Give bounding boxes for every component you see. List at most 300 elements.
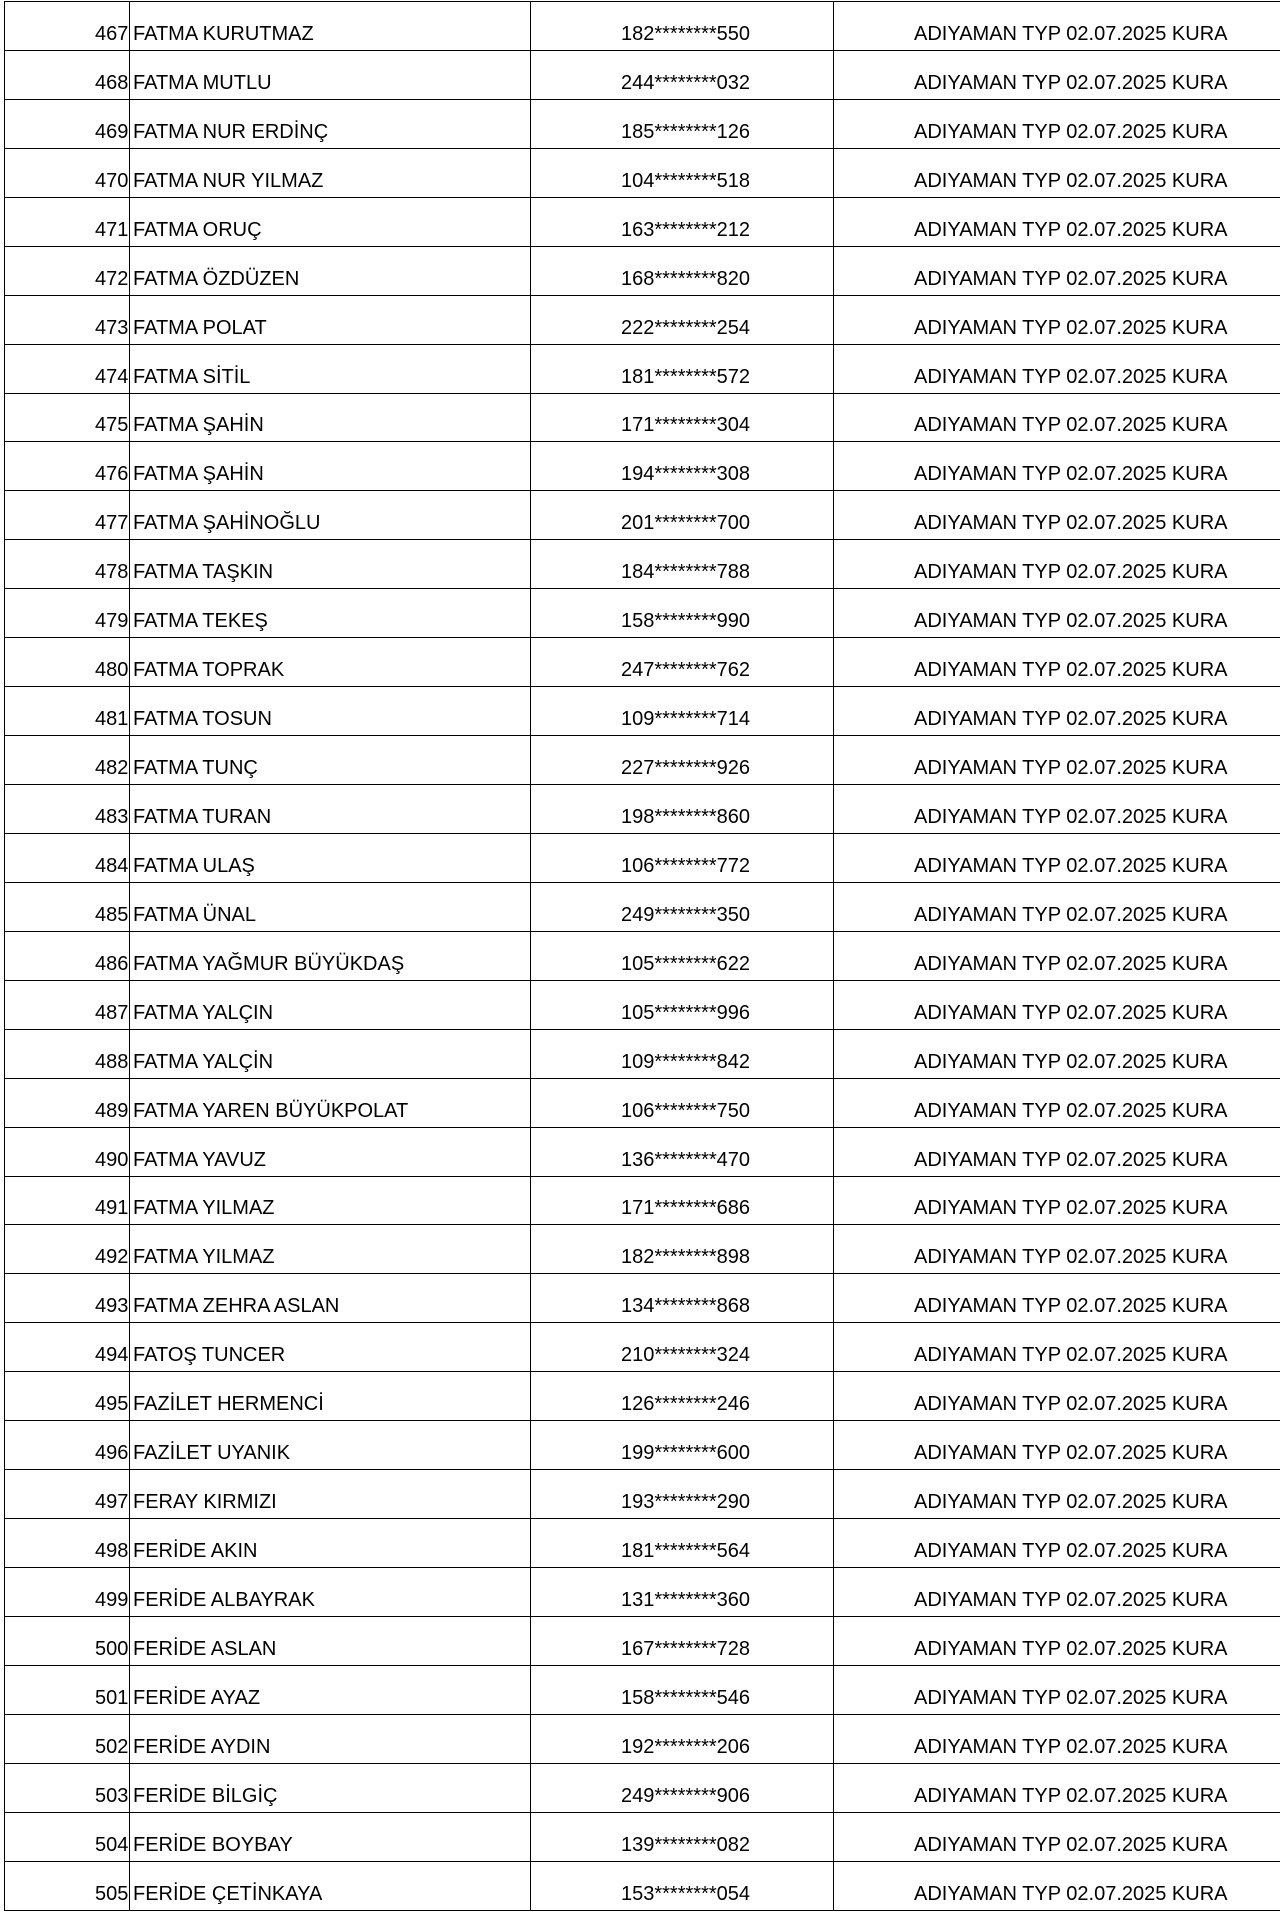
table-row [5, 99, 1280, 148]
full-name-cell [130, 540, 531, 589]
masked-id-number-cell [531, 687, 834, 736]
full-name-cell [130, 197, 531, 246]
masked-id-number: 105********622 [621, 952, 751, 975]
row-number: 469 [95, 120, 129, 143]
table-row [5, 687, 1280, 736]
masked-id-number-cell [531, 99, 834, 148]
program-and-date-cell [834, 638, 1280, 687]
row-number-cell [5, 1274, 130, 1323]
row-number-cell [5, 1176, 130, 1225]
masked-id-number: 244********032 [621, 71, 751, 94]
row-number: 467 [95, 22, 129, 45]
row-number-cell [5, 1763, 130, 1812]
table-row [5, 197, 1280, 246]
masked-id-number: 171********304 [621, 414, 751, 437]
table-row [5, 1665, 1280, 1714]
table-row [5, 980, 1280, 1029]
row-number: 496 [95, 1442, 129, 1465]
program-and-date: ADIYAMAN TYP 02.07.2025 KURA [914, 854, 1228, 877]
masked-id-number: 201********700 [621, 512, 751, 535]
program-and-date-cell [834, 1714, 1280, 1763]
full-name-cell [130, 687, 531, 736]
program-and-date: ADIYAMAN TYP 02.07.2025 KURA [914, 414, 1228, 437]
row-number-cell [5, 1225, 130, 1274]
masked-id-number: 194********308 [621, 463, 751, 486]
program-and-date: ADIYAMAN TYP 02.07.2025 KURA [914, 1148, 1228, 1171]
program-and-date: ADIYAMAN TYP 02.07.2025 KURA [914, 952, 1228, 975]
table-row [5, 1127, 1280, 1176]
table-row [5, 2, 1280, 51]
row-number: 473 [95, 316, 129, 339]
program-and-date: ADIYAMAN TYP 02.07.2025 KURA [914, 267, 1228, 290]
full-name: FAZİLET UYANIK [133, 1442, 291, 1465]
row-number: 494 [95, 1344, 129, 1367]
masked-id-number-cell [531, 1078, 834, 1127]
table-row [5, 833, 1280, 882]
masked-id-number-cell [531, 1470, 834, 1519]
program-and-date-cell [834, 589, 1280, 638]
full-name-cell [130, 1176, 531, 1225]
row-number: 472 [95, 267, 129, 290]
program-and-date: ADIYAMAN TYP 02.07.2025 KURA [914, 1246, 1228, 1269]
full-name: FATMA TAŞKIN [133, 561, 274, 584]
masked-id-number: 247********762 [621, 659, 751, 682]
program-and-date-cell [834, 1665, 1280, 1714]
program-and-date: ADIYAMAN TYP 02.07.2025 KURA [914, 1540, 1228, 1562]
row-number-cell [5, 1323, 130, 1372]
masked-id-number-cell [531, 442, 834, 491]
masked-id-number-cell [531, 344, 834, 393]
masked-id-number-cell [531, 1665, 834, 1714]
row-number-cell [5, 736, 130, 785]
masked-id-number: 182********550 [621, 22, 751, 45]
full-name-cell [130, 393, 531, 442]
masked-id-number-cell [531, 931, 834, 980]
table-row [5, 50, 1280, 99]
full-name-cell [130, 1665, 531, 1714]
program-and-date-cell [834, 344, 1280, 393]
full-name-cell [130, 1323, 531, 1372]
program-and-date: ADIYAMAN TYP 02.07.2025 KURA [914, 71, 1228, 94]
table-row [5, 393, 1280, 442]
row-number-cell [5, 491, 130, 540]
row-number: 489 [95, 1099, 129, 1122]
full-name: FATMA ULAŞ [133, 854, 255, 877]
program-and-date: ADIYAMAN TYP 02.07.2025 KURA [914, 1393, 1228, 1416]
program-and-date-cell [834, 1323, 1280, 1372]
masked-id-number: 181********564 [621, 1540, 751, 1562]
full-name-cell [130, 1029, 531, 1078]
masked-id-number: 182********898 [621, 1246, 751, 1269]
masked-id-number: 109********842 [621, 1050, 751, 1073]
row-number: 501 [95, 1686, 129, 1709]
masked-id-number: 193********290 [621, 1491, 751, 1514]
full-name: FATMA ZEHRA ASLAN [133, 1295, 340, 1318]
full-name: FATMA YAVUZ [133, 1148, 266, 1171]
program-and-date-cell [834, 1274, 1280, 1323]
table-row [5, 1274, 1280, 1323]
program-and-date: ADIYAMAN TYP 02.07.2025 KURA [914, 1588, 1228, 1611]
masked-id-number-cell [531, 1714, 834, 1763]
row-number: 486 [95, 952, 129, 975]
table-row [5, 931, 1280, 980]
program-and-date-cell [834, 785, 1280, 834]
row-number-cell [5, 1078, 130, 1127]
row-number-cell [5, 589, 130, 638]
program-and-date-cell [834, 1421, 1280, 1470]
masked-id-number: 192********206 [621, 1735, 751, 1758]
row-number-cell [5, 1029, 130, 1078]
masked-id-number-cell [531, 1616, 834, 1665]
table-row [5, 1078, 1280, 1127]
row-number-cell [5, 1665, 130, 1714]
program-and-date-cell [834, 246, 1280, 295]
masked-id-number: 249********350 [621, 903, 751, 926]
masked-id-number-cell [531, 1763, 834, 1812]
row-number: 485 [95, 903, 129, 926]
program-and-date-cell [834, 1861, 1280, 1910]
full-name-cell [130, 980, 531, 1029]
masked-id-number-cell [531, 1519, 834, 1568]
full-name: FATMA ÖZDÜZEN [133, 267, 300, 290]
full-name-cell [130, 148, 531, 197]
row-number: 482 [95, 757, 129, 779]
row-number: 504 [95, 1833, 129, 1856]
row-number-cell [5, 1714, 130, 1763]
program-and-date-cell [834, 50, 1280, 99]
program-and-date: ADIYAMAN TYP 02.07.2025 KURA [914, 463, 1228, 486]
full-name-cell [130, 736, 531, 785]
program-and-date: ADIYAMAN TYP 02.07.2025 KURA [914, 22, 1228, 45]
row-number: 478 [95, 561, 129, 584]
masked-id-number-cell [531, 2, 834, 51]
row-number-cell [5, 148, 130, 197]
row-number-cell [5, 1812, 130, 1861]
program-and-date: ADIYAMAN TYP 02.07.2025 KURA [914, 1491, 1228, 1514]
program-and-date: ADIYAMAN TYP 02.07.2025 KURA [914, 1197, 1228, 1220]
masked-id-number: 185********126 [621, 120, 751, 143]
masked-id-number-cell [531, 148, 834, 197]
masked-id-number-cell [531, 197, 834, 246]
masked-id-number: 126********246 [621, 1393, 751, 1416]
masked-id-number: 227********926 [621, 757, 751, 779]
table-row [5, 1372, 1280, 1421]
full-name: FATMA NUR ERDİNÇ [133, 120, 329, 143]
masked-id-number: 105********996 [621, 1001, 751, 1024]
program-and-date-cell [834, 882, 1280, 931]
program-and-date-cell [834, 2, 1280, 51]
table-row [5, 1763, 1280, 1812]
row-number: 475 [95, 414, 129, 437]
row-number-cell [5, 1421, 130, 1470]
program-and-date: ADIYAMAN TYP 02.07.2025 KURA [914, 1099, 1228, 1122]
table-row [5, 295, 1280, 344]
program-and-date-cell [834, 148, 1280, 197]
row-number-cell [5, 442, 130, 491]
masked-id-number: 210********324 [621, 1344, 751, 1367]
table-row [5, 736, 1280, 785]
full-name-cell [130, 1861, 531, 1910]
program-and-date: ADIYAMAN TYP 02.07.2025 KURA [914, 218, 1228, 241]
program-and-date-cell [834, 197, 1280, 246]
full-name-cell [130, 1274, 531, 1323]
full-name-cell [130, 1812, 531, 1861]
program-and-date: ADIYAMAN TYP 02.07.2025 KURA [914, 169, 1228, 192]
masked-id-number-cell [531, 1372, 834, 1421]
program-and-date: ADIYAMAN TYP 02.07.2025 KURA [914, 120, 1228, 143]
program-and-date-cell [834, 1763, 1280, 1812]
table-body [5, 2, 1280, 1911]
row-number: 483 [95, 805, 129, 828]
row-number-cell [5, 882, 130, 931]
full-name-cell [130, 1519, 531, 1568]
masked-id-number: 198********860 [621, 805, 751, 828]
full-name-cell [130, 785, 531, 834]
masked-id-number: 158********990 [621, 610, 751, 633]
program-and-date: ADIYAMAN TYP 02.07.2025 KURA [914, 365, 1228, 388]
table-row [5, 148, 1280, 197]
row-number-cell [5, 1372, 130, 1421]
row-number-cell [5, 931, 130, 980]
masked-id-number-cell [531, 491, 834, 540]
full-name-cell [130, 833, 531, 882]
row-number-cell [5, 99, 130, 148]
full-name-cell [130, 1470, 531, 1519]
program-and-date-cell [834, 442, 1280, 491]
full-name-cell [130, 246, 531, 295]
full-name-cell [130, 1372, 531, 1421]
full-name-cell [130, 1225, 531, 1274]
row-number: 476 [95, 463, 129, 486]
row-number-cell [5, 1568, 130, 1617]
program-and-date: ADIYAMAN TYP 02.07.2025 KURA [914, 1735, 1228, 1758]
row-number-cell [5, 1861, 130, 1910]
row-number-cell [5, 197, 130, 246]
row-number: 488 [95, 1050, 129, 1073]
row-number-cell [5, 638, 130, 687]
row-number-cell [5, 687, 130, 736]
full-name-cell [130, 491, 531, 540]
program-and-date: ADIYAMAN TYP 02.07.2025 KURA [914, 1686, 1228, 1709]
program-and-date-cell [834, 1029, 1280, 1078]
row-number: 490 [95, 1148, 129, 1171]
masked-id-number-cell [531, 1029, 834, 1078]
masked-id-number: 109********714 [621, 708, 751, 731]
row-number: 499 [95, 1588, 129, 1611]
row-number: 480 [95, 659, 129, 682]
row-number-cell [5, 1616, 130, 1665]
program-and-date: ADIYAMAN TYP 02.07.2025 KURA [914, 805, 1228, 828]
row-number: 500 [95, 1637, 129, 1660]
full-name: FATMA POLAT [133, 316, 267, 339]
table-row [5, 540, 1280, 589]
row-number: 505 [95, 1882, 129, 1905]
program-and-date-cell [834, 295, 1280, 344]
row-number: 497 [95, 1491, 129, 1514]
program-and-date: ADIYAMAN TYP 02.07.2025 KURA [914, 561, 1228, 584]
table-row [5, 1714, 1280, 1763]
masked-id-number-cell [531, 1323, 834, 1372]
full-name: FATMA ORUÇ [133, 218, 262, 241]
full-name-cell [130, 442, 531, 491]
program-and-date: ADIYAMAN TYP 02.07.2025 KURA [914, 1882, 1228, 1905]
full-name: FATMA SİTİL [133, 365, 251, 388]
masked-id-number-cell [531, 246, 834, 295]
row-number: 470 [95, 169, 129, 192]
program-and-date: ADIYAMAN TYP 02.07.2025 KURA [914, 1637, 1228, 1660]
table-row [5, 1616, 1280, 1665]
masked-id-number-cell [531, 1861, 834, 1910]
program-and-date: ADIYAMAN TYP 02.07.2025 KURA [914, 1344, 1228, 1367]
table-row [5, 1568, 1280, 1617]
full-name: FERİDE AYDIN [133, 1735, 271, 1758]
full-name-cell [130, 2, 531, 51]
table-row [5, 1470, 1280, 1519]
table-row [5, 1519, 1280, 1568]
full-name: FATMA KURUTMAZ [133, 22, 314, 45]
full-name-cell [130, 1568, 531, 1617]
program-and-date: ADIYAMAN TYP 02.07.2025 KURA [914, 1001, 1228, 1024]
full-name: FATMA ŞAHİN [133, 414, 264, 437]
row-number-cell [5, 1127, 130, 1176]
full-name: FATMA TUNÇ [133, 757, 258, 779]
full-name: FERİDE AYAZ [133, 1686, 261, 1709]
row-number-cell [5, 2, 130, 51]
program-and-date: ADIYAMAN TYP 02.07.2025 KURA [914, 1833, 1228, 1856]
full-name: FERİDE BOYBAY [133, 1833, 293, 1856]
masked-id-number: 106********750 [621, 1099, 751, 1122]
full-name: FATMA YAREN BÜYÜKPOLAT [133, 1099, 409, 1122]
masked-id-number-cell [531, 1812, 834, 1861]
masked-id-number-cell [531, 980, 834, 1029]
full-name-cell [130, 638, 531, 687]
table-row [5, 1812, 1280, 1861]
full-name: FERİDE AKIN [133, 1540, 258, 1562]
full-name-cell [130, 882, 531, 931]
row-number-cell [5, 246, 130, 295]
row-number-cell [5, 833, 130, 882]
table-row [5, 491, 1280, 540]
masked-id-number: 181********572 [621, 365, 751, 388]
full-name: FATMA TEKEŞ [133, 610, 268, 633]
masked-id-number: 222********254 [621, 316, 751, 339]
full-name: FERİDE ÇETİNKAYA [133, 1882, 323, 1905]
full-name-cell [130, 1763, 531, 1812]
program-and-date-cell [834, 393, 1280, 442]
row-number: 468 [95, 71, 129, 94]
table-row [5, 344, 1280, 393]
program-and-date-cell [834, 980, 1280, 1029]
full-name: FATMA YILMAZ [133, 1246, 275, 1269]
masked-id-number-cell [531, 1225, 834, 1274]
row-number: 502 [95, 1735, 129, 1758]
masked-id-number: 131********360 [621, 1588, 751, 1611]
masked-id-number-cell [531, 785, 834, 834]
program-and-date-cell [834, 1176, 1280, 1225]
masked-id-number-cell [531, 1274, 834, 1323]
row-number-cell [5, 50, 130, 99]
full-name: FERİDE ASLAN [133, 1637, 277, 1660]
row-number-cell [5, 1470, 130, 1519]
program-and-date-cell [834, 833, 1280, 882]
program-and-date-cell [834, 99, 1280, 148]
full-name-cell [130, 50, 531, 99]
full-name: FATOŞ TUNCER [133, 1344, 286, 1367]
table-row [5, 589, 1280, 638]
program-and-date-cell [834, 736, 1280, 785]
row-number: 487 [95, 1001, 129, 1024]
full-name: FERİDE ALBAYRAK [133, 1588, 315, 1611]
table-row [5, 1323, 1280, 1372]
row-number: 479 [95, 610, 129, 633]
masked-id-number: 104********518 [621, 169, 751, 192]
row-number-cell [5, 295, 130, 344]
full-name: FATMA ŞAHİN [133, 463, 264, 486]
full-name: FATMA ÜNAL [133, 903, 256, 926]
program-and-date: ADIYAMAN TYP 02.07.2025 KURA [914, 316, 1228, 339]
masked-id-number: 163********212 [621, 218, 751, 241]
table-row [5, 1225, 1280, 1274]
row-number: 495 [95, 1393, 129, 1416]
full-name-cell [130, 931, 531, 980]
program-and-date-cell [834, 1372, 1280, 1421]
program-and-date: ADIYAMAN TYP 02.07.2025 KURA [914, 1784, 1228, 1807]
masked-id-number-cell [531, 295, 834, 344]
full-name-cell [130, 589, 531, 638]
full-name: FATMA YALÇİN [133, 1050, 274, 1073]
row-number: 492 [95, 1246, 129, 1269]
table-row [5, 785, 1280, 834]
program-and-date: ADIYAMAN TYP 02.07.2025 KURA [914, 659, 1228, 682]
full-name: FERİDE BİLGİÇ [133, 1784, 278, 1807]
masked-id-number: 167********728 [621, 1637, 751, 1660]
program-and-date-cell [834, 1470, 1280, 1519]
program-and-date-cell [834, 491, 1280, 540]
full-name: FATMA MUTLU [133, 71, 272, 94]
table-row [5, 638, 1280, 687]
program-and-date: ADIYAMAN TYP 02.07.2025 KURA [914, 1442, 1228, 1465]
row-number: 484 [95, 854, 129, 877]
table-row [5, 1029, 1280, 1078]
row-number: 477 [95, 512, 129, 535]
masked-id-number-cell [531, 833, 834, 882]
masked-id-number: 249********906 [621, 1784, 751, 1807]
program-and-date-cell [834, 1127, 1280, 1176]
masked-id-number: 153********054 [621, 1882, 751, 1905]
masked-id-number-cell [531, 50, 834, 99]
masked-id-number-cell [531, 736, 834, 785]
full-name: FERAY KIRMIZI [133, 1491, 277, 1514]
masked-id-number: 171********686 [621, 1197, 751, 1220]
masked-id-number-cell [531, 1568, 834, 1617]
row-number: 474 [95, 365, 129, 388]
row-number: 493 [95, 1295, 129, 1318]
full-name-cell [130, 1127, 531, 1176]
full-name-cell [130, 1714, 531, 1763]
program-and-date-cell [834, 1568, 1280, 1617]
table-row [5, 882, 1280, 931]
program-and-date-cell [834, 1616, 1280, 1665]
full-name: FAZİLET HERMENCİ [133, 1393, 324, 1416]
program-and-date-cell [834, 1812, 1280, 1861]
full-name: FATMA TOPRAK [133, 659, 285, 682]
program-and-date-cell [834, 1078, 1280, 1127]
full-name: FATMA ŞAHİNOĞLU [133, 512, 321, 535]
masked-id-number-cell [531, 393, 834, 442]
full-name: FATMA YAĞMUR BÜYÜKDAŞ [133, 952, 405, 975]
row-number-cell [5, 1519, 130, 1568]
table-row [5, 442, 1280, 491]
